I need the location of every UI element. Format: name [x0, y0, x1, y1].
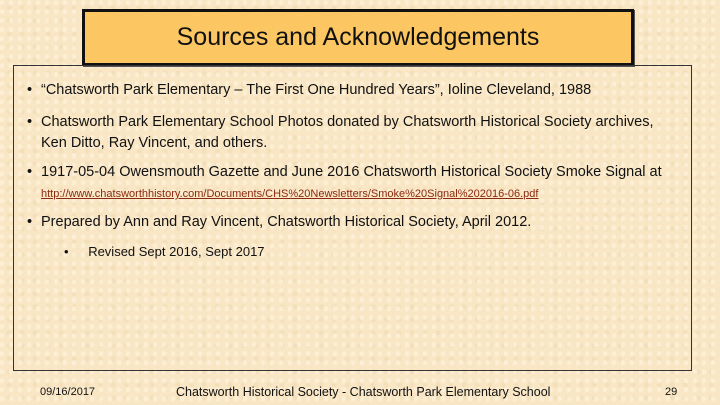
slide-title: Sources and Acknowledgements	[176, 23, 540, 51]
bullet-item	[27, 112, 667, 154]
bullet-text: Prepared by Ann and Ray Vincent, Chatsworth Historical Society, April 2012.	[41, 214, 532, 230]
bullet-icon: •	[27, 214, 33, 230]
bullet-item	[27, 212, 682, 233]
newsletter-link[interactable]: http://www.chatsworthhistory.com/Documents/CHS%20Newsletters/Smoke%20Signal%202016-06.pdf	[41, 188, 539, 200]
bullet-icon: •	[64, 244, 69, 259]
footer-center: Chatsworth Historical Society - Chatsworth Park Elementary School	[176, 385, 551, 399]
bullet-item	[27, 162, 682, 205]
slide-title-box	[82, 9, 634, 66]
bullet-icon: •	[27, 82, 33, 98]
bullet-icon: •	[27, 164, 33, 180]
page-number: 29	[665, 386, 678, 398]
sub-bullet-item	[64, 244, 265, 259]
footer-date: 09/16/2017	[40, 386, 96, 398]
bullet-text: 1917-05-04 Owensmouth Gazette and June 2016 Chatsworth Historical Society Smoke Signal at	[41, 164, 662, 180]
sub-bullet-text: Revised Sept 2016, Sept 2017	[88, 244, 265, 259]
bullet-icon: •	[27, 114, 33, 130]
bullet-text: “Chatsworth Park Elementary – The First One Hundred Years”, Ioline Cleveland, 1988	[41, 82, 592, 98]
bullet-text: Chatsworth Park Elementary School Photos donated by Chatsworth Historical Society archives, Ken Ditto, Ray Vincent, and others.	[41, 114, 654, 151]
content-box	[13, 65, 692, 371]
bullet-item	[27, 80, 677, 101]
